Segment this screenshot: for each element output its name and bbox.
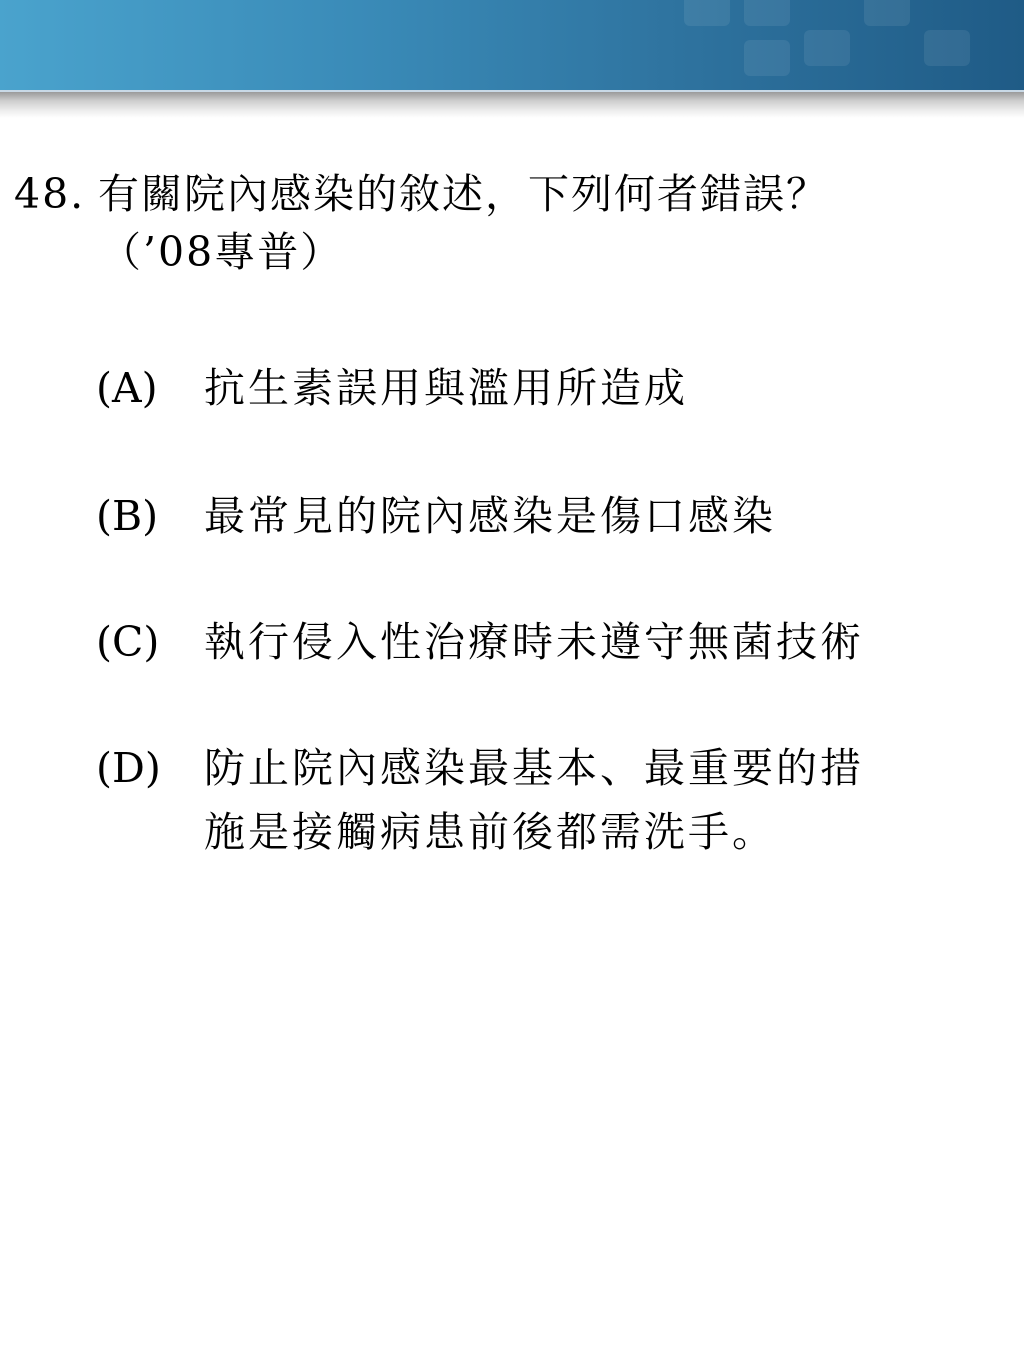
option-c-label: (C) <box>96 618 160 666</box>
banner-shadow <box>0 92 1024 118</box>
question-text: 有關院內感染的敘述，下列何者錯誤？ <box>98 170 829 218</box>
option-b-text: 最常見的院內感染是傷口感染 <box>204 492 776 540</box>
header-banner <box>0 0 1024 92</box>
option-b-label: (B) <box>96 492 159 540</box>
option-a-label: (A) <box>96 364 158 412</box>
option-d-text-line-1: 防止院內感染最基本、最重要的措 <box>204 744 864 792</box>
option-c-text: 執行侵入性治療時未遵守無菌技術 <box>204 618 864 666</box>
question-line <box>14 166 829 222</box>
question-source: （’08專普） <box>100 228 344 276</box>
option-d-label: (D) <box>96 744 161 792</box>
banner-decoration <box>664 0 1024 92</box>
option-d-text-line-2: 施是接觸病患前後都需洗手。 <box>204 808 776 856</box>
question-number: 48. <box>14 170 86 218</box>
option-a-text: 抗生素誤用與濫用所造成 <box>204 364 688 412</box>
